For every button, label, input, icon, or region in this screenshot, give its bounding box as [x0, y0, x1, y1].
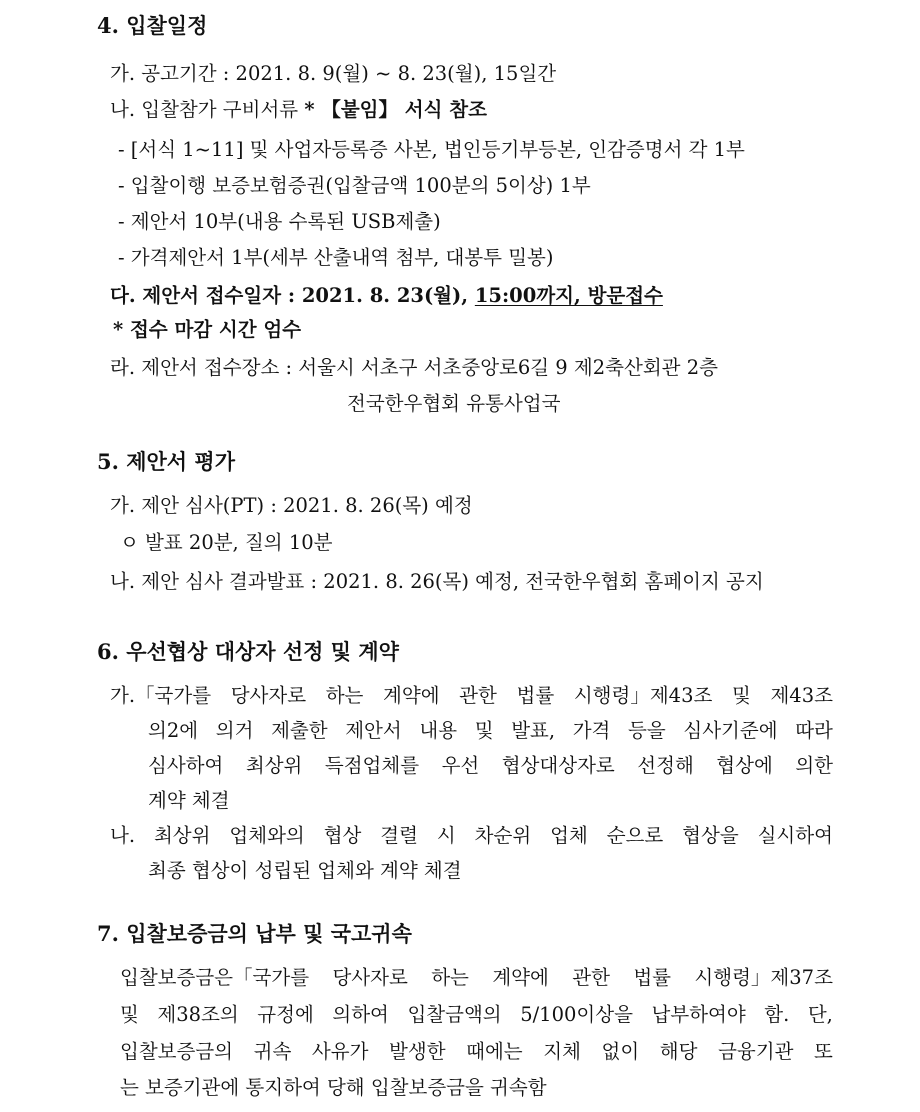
s4-item-ga: 가. 공고기간 : 2021. 8. 9(월) ~ 8. 23(월), 15일간	[110, 62, 557, 85]
s7-paragraph-line: 및 제38조의 규정에 의하여 입찰금액의 5/100이상을 납부하여야 함. 단,	[120, 1003, 833, 1026]
s4-item-ra-cont: 전국한우협회 유통사업국	[347, 392, 561, 415]
section-4-heading: 4. 입찰일정	[97, 13, 208, 38]
s4-item-da-deadline: 15:00까지, 방문접수	[474, 284, 663, 307]
s5-bullet: ㅇ 발표 20분, 질의 10분	[120, 531, 333, 554]
section-5-heading: 5. 제안서 평가	[97, 449, 235, 474]
s4-item-na-text: 나. 입찰참가 구비서류	[110, 98, 305, 121]
s6-ga-line: 계약 체결	[148, 789, 230, 812]
s4-item-da	[110, 284, 663, 308]
section-7-heading: 7. 입찰보증금의 납부 및 국고귀속	[97, 921, 412, 946]
s5-item-ga: 가. 제안 심사(PT) : 2021. 8. 26(목) 예정	[110, 494, 473, 517]
doc-list-item: - [서식 1~11] 및 사업자등록증 사본, 법인등기부등본, 인감증명서 각 1부	[118, 138, 745, 161]
s6-na-line: 나. 최상위 업체와의 협상 결렬 시 차순위 업체 순으로 협상을 실시하여	[110, 824, 833, 847]
section-6-heading: 6. 우선협상 대상자 선정 및 계약	[97, 639, 399, 664]
s6-na-line: 최종 협상이 성립된 업체와 계약 체결	[148, 859, 462, 882]
s7-paragraph-line: 입찰보증금의 귀속 사유가 발생한 때에는 지체 없이 해당 금융기관 또	[120, 1040, 833, 1063]
s7-paragraph-line: 는 보증기관에 통지하여 당해 입찰보증금을 귀속함	[120, 1076, 547, 1099]
s4-item-na	[110, 98, 487, 122]
s4-item-da-text: 다. 제안서 접수일자 : 2021. 8. 23(월),	[110, 284, 475, 307]
s6-ga-line: 심사하여 최상위 득점업체를 우선 협상대상자로 선정해 협상에 의한	[148, 754, 833, 777]
s4-item-na-note: * 【붙임】 서식 참조	[304, 98, 487, 121]
s4-item-ra: 라. 제안서 접수장소 : 서울시 서초구 서초중앙로6길 9 제2축산회관 2층	[110, 356, 718, 379]
s4-note: * 접수 마감 시간 엄수	[113, 318, 302, 341]
s5-item-na: 나. 제안 심사 결과발표 : 2021. 8. 26(목) 예정, 전국한우협회 홈페이지 공지	[110, 570, 764, 593]
doc-list-item: - 입찰이행 보증보험증권(입찰금액 100분의 5이상) 1부	[118, 174, 591, 197]
doc-list-item: - 가격제안서 1부(세부 산출내역 첨부, 대봉투 밀봉)	[118, 246, 554, 269]
s7-paragraph-line: 입찰보증금은「국가를 당사자로 하는 계약에 관한 법률 시행령」제37조	[120, 966, 833, 989]
s6-ga-line: 가.「국가를 당사자로 하는 계약에 관한 법률 시행령」제43조 및 제43조	[110, 684, 833, 707]
doc-list-item: - 제안서 10부(내용 수록된 USB제출)	[118, 210, 441, 233]
s6-ga-line: 의2에 의거 제출한 제안서 내용 및 발표, 가격 등을 심사기준에 따라	[148, 719, 833, 742]
